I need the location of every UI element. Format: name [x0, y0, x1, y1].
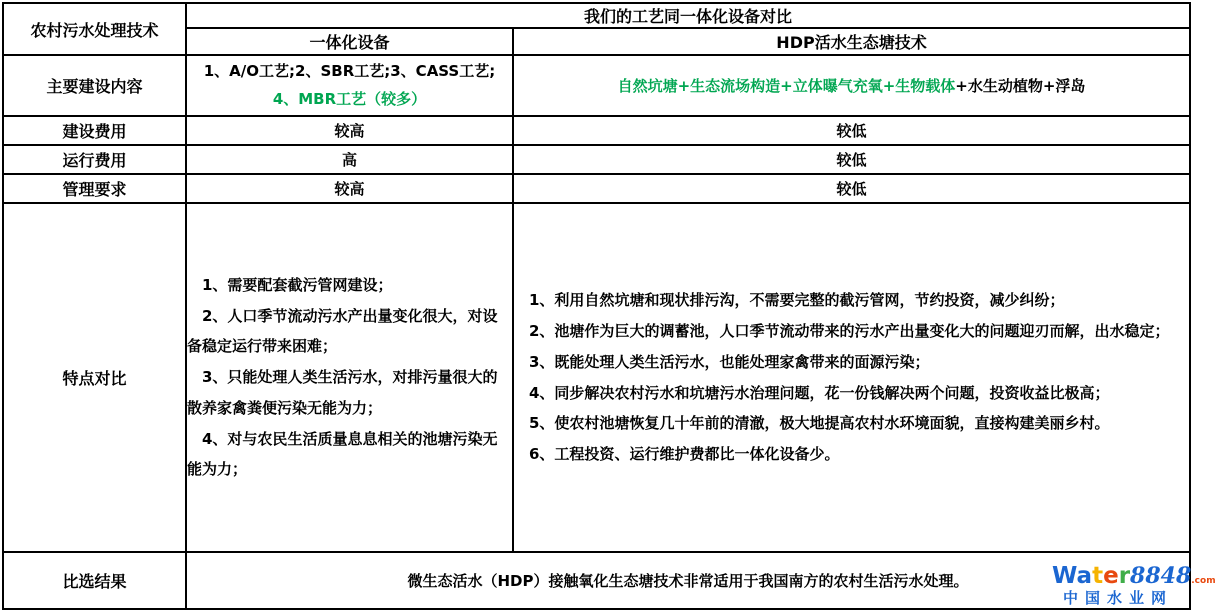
run-cost-row [3, 145, 1190, 174]
features-hdp-item: 5、使农村池塘恢复几十年前的清澈，极大地提高农村水环境面貌，直接构建美丽乡村。 [529, 414, 1110, 433]
logo-letter-r: r [1118, 563, 1131, 589]
construction-integrated-green: 4、MBR工艺（较多） [272, 89, 427, 108]
features-integrated-item: 1、需要配套截污管网建设； [202, 275, 393, 294]
features-row [3, 203, 1190, 552]
features-hdp-item: 6、工程投资、运行维护费都比一体化设备少。 [529, 445, 840, 463]
management-label: 管理要求 [3, 174, 186, 203]
management-integrated: 较高 [186, 174, 513, 203]
table-header-row [3, 3, 1190, 28]
construction-row [3, 55, 1190, 116]
corner-label: 农村污水处理技术 [3, 3, 186, 55]
run-cost-hdp: 较低 [513, 145, 1190, 174]
conclusion-text: 微生态活水（HDP）接触氧化生态塘技术非常适用于我国南方的农村生活污水处理。 [186, 552, 1190, 609]
construction-integrated-cell [186, 55, 513, 116]
features-integrated-item: 4、对与农民生活质量息息相关的池塘污染无能为力； [187, 429, 498, 479]
column-header-hdp: HDP活水生态塘技术 [513, 28, 1190, 55]
features-integrated-cell [186, 203, 513, 552]
build-cost-row [3, 116, 1190, 145]
logo-number: 8848 [1130, 563, 1192, 589]
build-cost-label: 建设费用 [3, 116, 186, 145]
comparison-table [2, 2, 1191, 610]
construction-hdp-cell [513, 55, 1190, 116]
features-integrated-item: 2、人口季节流动污水产出量变化很大，对设备稳定运行带来困难； [187, 306, 498, 356]
logo-tagline: 中国水业网 [1062, 589, 1173, 607]
features-hdp-item: 4、同步解决农村污水和坑塘污水治理问题，花一份钱解决两个问题，投资收益比极高； [529, 383, 1110, 402]
build-cost-hdp: 较低 [513, 116, 1190, 145]
conclusion-row [3, 552, 1190, 609]
features-hdp-item: 3、既能处理人类生活污水，也能处理家禽带来的面源污染； [529, 352, 930, 371]
construction-label: 主要建设内容 [3, 55, 186, 116]
column-header-integrated: 一体化设备 [186, 28, 513, 55]
water8848-logo [1052, 563, 1216, 607]
construction-integrated-black: 1、A/O工艺;2、SBR工艺;3、CASS工艺; [203, 61, 496, 80]
construction-hdp-green: 自然坑塘+生态流场构造+立体曝气充氧+生物载体 [617, 77, 956, 95]
build-cost-integrated: 较高 [186, 116, 513, 145]
comparison-header: 我们的工艺同一体化设备对比 [186, 3, 1190, 28]
logo-dotcom: .com [1191, 576, 1216, 586]
features-hdp-item: 1、利用自然坑塘和现状排污沟，不需要完整的截污管网，节约投资，减少纠纷； [529, 291, 1065, 310]
logo-letter-t: t [1092, 563, 1104, 589]
conclusion-label: 比选结果 [3, 552, 186, 609]
features-integrated-item: 3、只能处理人类生活污水，对排污量很大的散养家禽粪便污染无能为力； [187, 368, 498, 417]
comparison-table-page [0, 2, 1216, 613]
construction-hdp-black: +水生动植物+浮岛 [955, 77, 1086, 95]
features-label: 特点对比 [3, 203, 186, 552]
logo-letter-e: e [1103, 563, 1119, 589]
management-row [3, 174, 1190, 203]
features-hdp-item: 2、池塘作为巨大的调蓄池，人口季节流动带来的污水产出量变化大的问题迎刃而解，出水稳定； [529, 322, 1170, 340]
run-cost-label: 运行费用 [3, 145, 186, 174]
water8848-wordmark [1052, 563, 1216, 589]
run-cost-integrated: 高 [186, 145, 513, 174]
logo-letters-wa: Wa [1052, 563, 1093, 589]
features-hdp-cell [513, 203, 1190, 552]
management-hdp: 较低 [513, 174, 1190, 203]
